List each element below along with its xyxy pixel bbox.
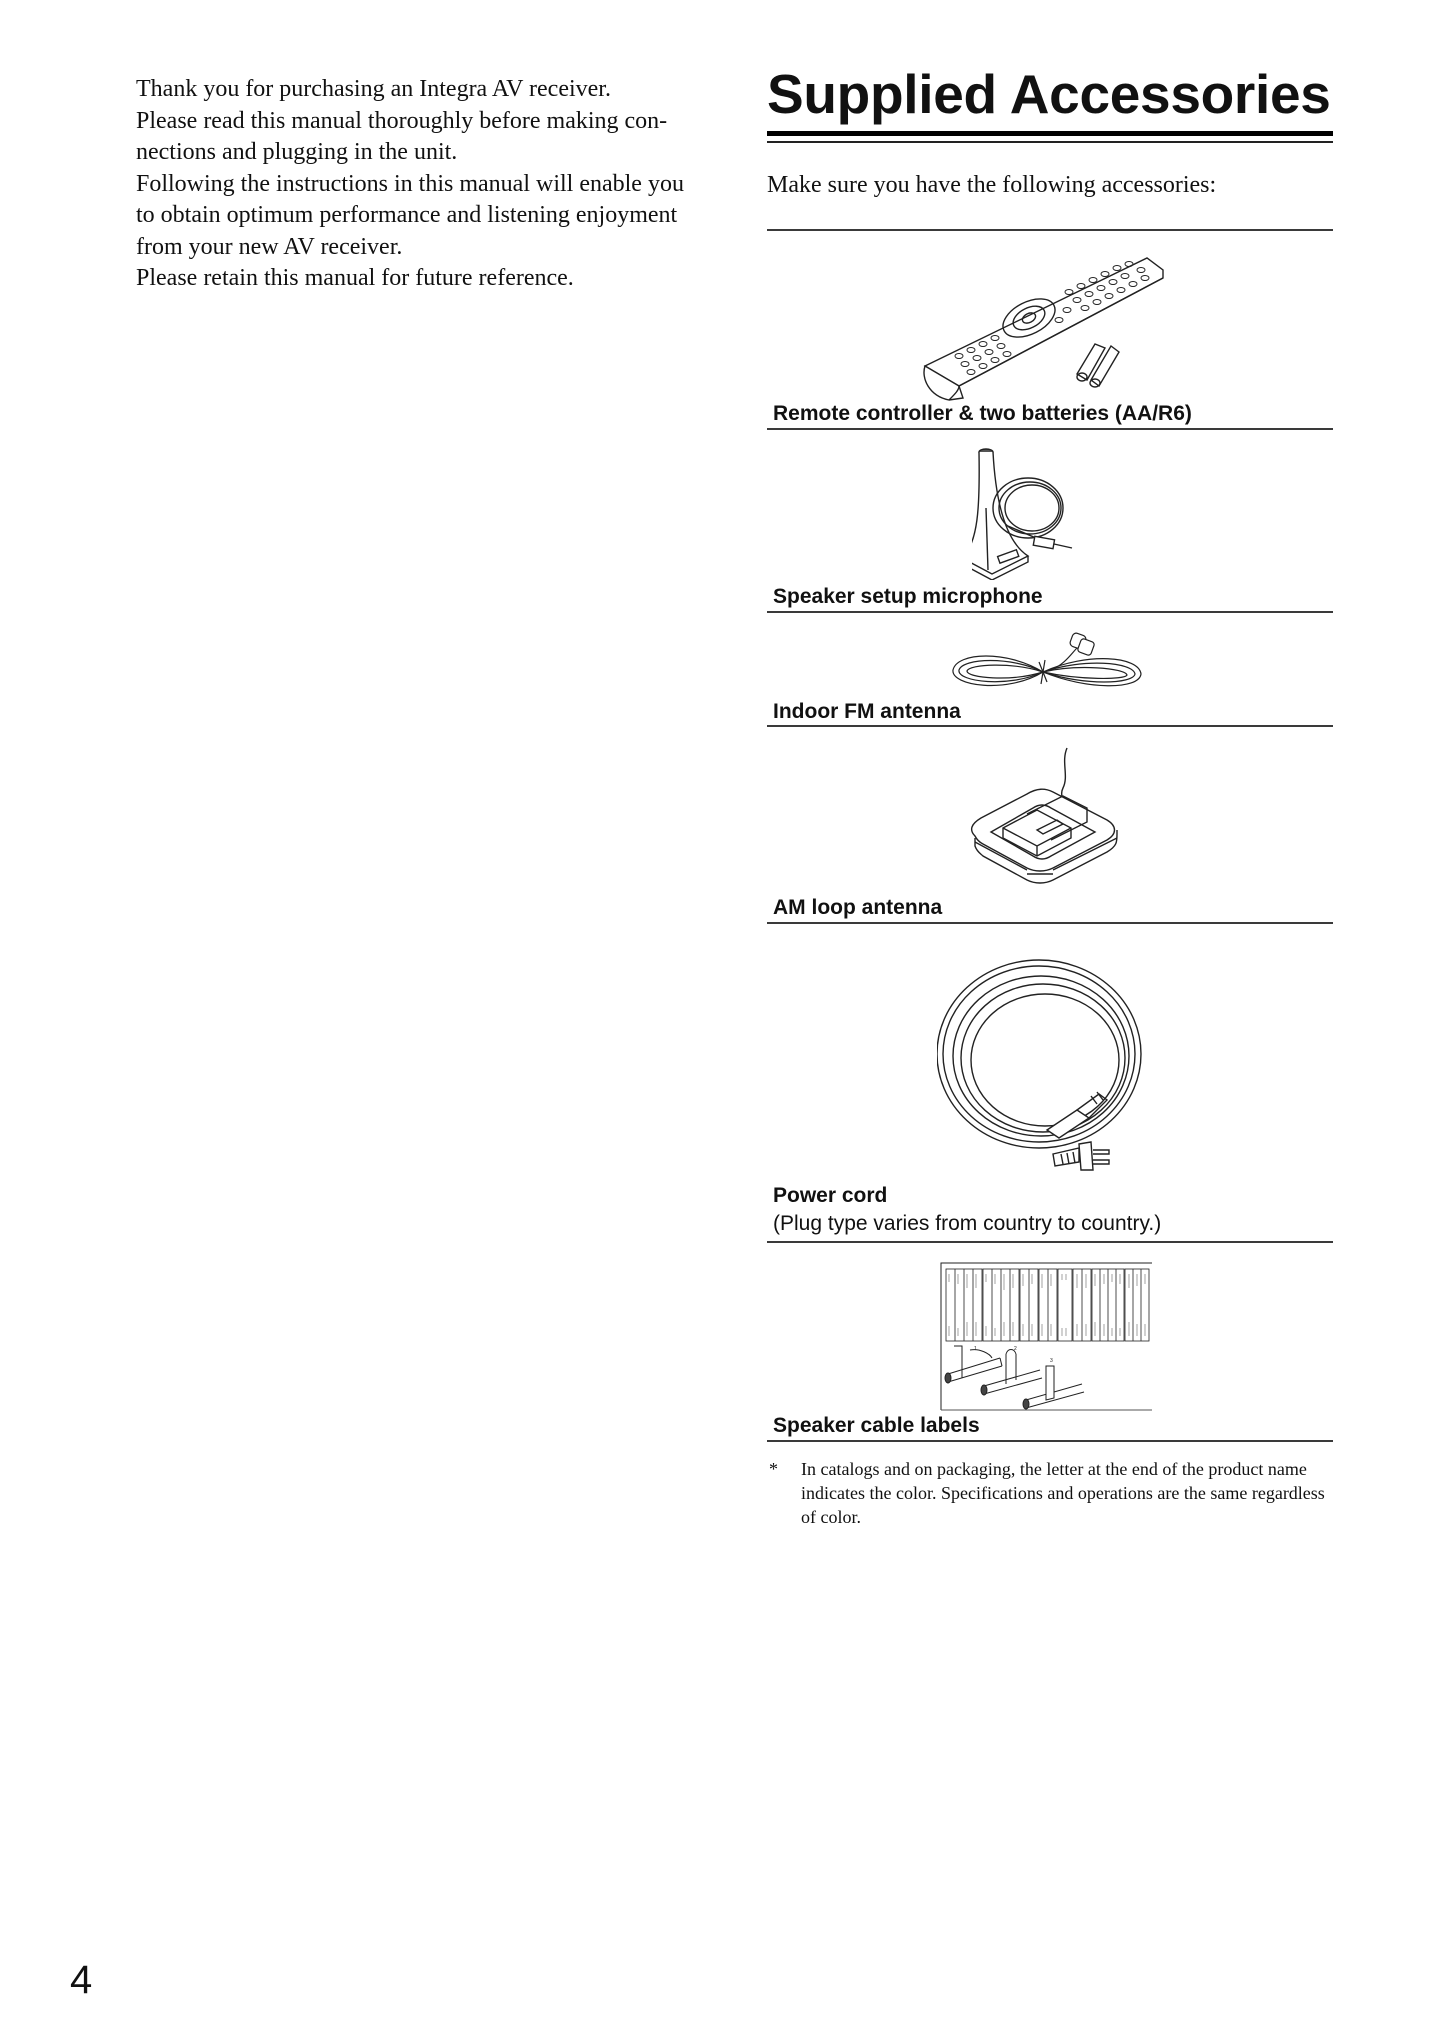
accessory-label-remote: Remote controller & two batteries (AA/R6) xyxy=(773,402,1192,425)
section-title: Supplied Accessories xyxy=(767,63,1331,125)
am-loop-antenna-icon xyxy=(967,746,1127,892)
intro-line: Please retain this manual for future reference. xyxy=(136,265,574,291)
accessory-label-microphone: Speaker setup microphone xyxy=(773,585,1043,608)
divider xyxy=(767,229,1333,231)
microphone-icon xyxy=(972,448,1112,580)
divider xyxy=(767,725,1333,727)
accessory-label-power-cord: Power cord xyxy=(773,1184,888,1207)
accessory-note-power-cord: (Plug type varies from country to country.) xyxy=(773,1212,1162,1235)
accessory-label-speaker-cable-labels: Speaker cable labels xyxy=(773,1414,980,1437)
divider xyxy=(767,1241,1333,1243)
svg-text:3: 3 xyxy=(1050,1358,1053,1364)
footnote-text: In catalogs and on packaging, the letter at the end of the product name indicates the color. Specifications and operations are the same regardless of color. xyxy=(801,1459,1325,1527)
remote-controller-icon xyxy=(919,248,1179,403)
divider xyxy=(767,1440,1333,1442)
intro-line: from your new AV receiver. xyxy=(136,233,403,260)
intro-line: Thank you for purchasing an Integra AV receiver. xyxy=(136,76,611,102)
footnote-marker: * xyxy=(769,1459,778,1479)
intro-line: nections and plugging in the unit. xyxy=(136,139,458,165)
divider xyxy=(767,428,1333,430)
intro-line: Please read this manual thoroughly before making con- xyxy=(136,107,668,134)
intro-line: Following the instructions in this manual will enable you xyxy=(136,170,684,197)
footnote xyxy=(767,1457,1333,1529)
intro-line: to obtain optimum performance and listening enjoyment xyxy=(136,202,678,228)
section-lead: Make sure you have the following accessories: xyxy=(767,172,1217,198)
accessory-label-am-antenna: AM loop antenna xyxy=(773,896,943,919)
speaker-cable-labels-icon xyxy=(940,1262,1152,1412)
svg-text:1: 1 xyxy=(974,1346,977,1352)
divider xyxy=(767,611,1333,613)
page-number: 4 xyxy=(70,1958,93,2002)
fm-antenna-icon xyxy=(947,630,1147,700)
power-cord-icon xyxy=(937,958,1152,1172)
divider xyxy=(767,922,1333,924)
intro-text xyxy=(136,74,706,295)
title-rule-thick xyxy=(767,131,1333,136)
svg-text:2: 2 xyxy=(1014,1346,1017,1352)
title-rule-thin xyxy=(767,141,1333,143)
accessory-label-fm-antenna: Indoor FM antenna xyxy=(773,700,961,723)
